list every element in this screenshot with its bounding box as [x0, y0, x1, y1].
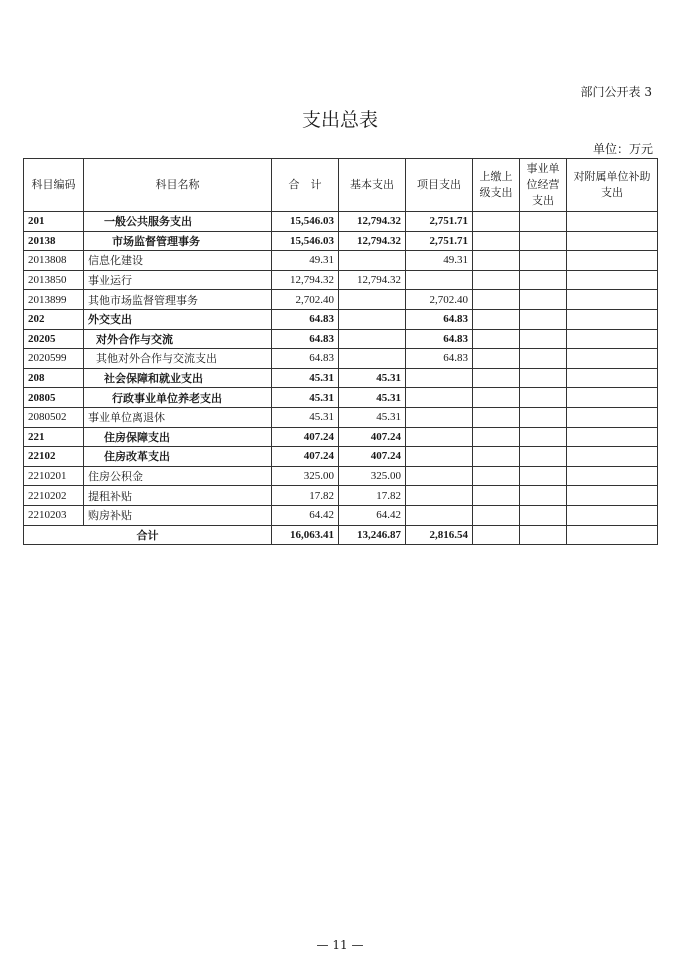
cell-project [406, 427, 473, 447]
cell-remit [473, 231, 520, 251]
cell-business [520, 309, 567, 329]
cell-total: 407.24 [272, 427, 339, 447]
cell-remit [473, 349, 520, 369]
cell-subsidy [567, 505, 658, 525]
cell-name: 其他市场监督管理事务 [84, 290, 272, 310]
page-title: 支出总表 [301, 109, 378, 131]
header-remit: 上缴上级支出 [473, 159, 520, 212]
cell-business [520, 290, 567, 310]
cell-remit [473, 309, 520, 329]
cell-project: 64.83 [406, 329, 473, 349]
table-row [24, 407, 658, 427]
cell-subsidy [567, 368, 658, 388]
cell-basic: 45.31 [339, 368, 406, 388]
cell-code: 2210203 [24, 505, 84, 525]
cell-name: 提租补贴 [84, 486, 272, 506]
cell-remit [473, 407, 520, 427]
cell-basic: 325.00 [339, 466, 406, 486]
cell-total: 12,794.32 [272, 270, 339, 290]
table-row [24, 251, 658, 271]
cell-name: 对外合作与交流 [84, 329, 272, 349]
header-total: 合 计 [272, 159, 339, 212]
cell-project: 64.83 [406, 309, 473, 329]
cell-business [520, 447, 567, 467]
cell-project [406, 368, 473, 388]
cell-remit [473, 388, 520, 408]
cell-basic [339, 290, 406, 310]
cell-project [406, 407, 473, 427]
cell-name: 行政事业单位养老支出 [84, 388, 272, 408]
cell-code: 20138 [24, 231, 84, 251]
cell-remit [473, 368, 520, 388]
total-basic: 13,246.87 [339, 525, 406, 545]
cell-name: 外交支出 [84, 309, 272, 329]
cell-code: 201 [24, 212, 84, 232]
cell-name: 社会保障和就业支出 [84, 368, 272, 388]
cell-name: 购房补贴 [84, 505, 272, 525]
table-row [24, 388, 658, 408]
table-row [24, 466, 658, 486]
cell-total: 2,702.40 [272, 290, 339, 310]
cell-project [406, 447, 473, 467]
form-number: 部门公开表 3 [580, 85, 652, 99]
expenditure-table [23, 158, 658, 545]
total-label: 合计 [24, 525, 272, 545]
cell-basic: 17.82 [339, 486, 406, 506]
cell-basic: 407.24 [339, 447, 406, 467]
cell-total: 407.24 [272, 447, 339, 467]
table-row [24, 290, 658, 310]
cell-business [520, 505, 567, 525]
cell-remit [473, 427, 520, 447]
cell-subsidy [567, 427, 658, 447]
cell-basic [339, 329, 406, 349]
total-empty-cell [567, 525, 658, 545]
total-total: 16,063.41 [272, 525, 339, 545]
cell-name: 信息化建设 [84, 251, 272, 271]
table-row [24, 368, 658, 388]
header-project: 项目支出 [406, 159, 473, 212]
table-row [24, 349, 658, 369]
cell-total: 64.83 [272, 349, 339, 369]
cell-total: 15,546.03 [272, 231, 339, 251]
cell-business [520, 407, 567, 427]
cell-remit [473, 447, 520, 467]
cell-code: 208 [24, 368, 84, 388]
cell-remit [473, 290, 520, 310]
cell-project [406, 486, 473, 506]
cell-code: 20805 [24, 388, 84, 408]
cell-basic: 12,794.32 [339, 212, 406, 232]
table-row [24, 427, 658, 447]
table-row [24, 231, 658, 251]
table-header-row [24, 159, 658, 212]
cell-subsidy [567, 388, 658, 408]
cell-subsidy [567, 466, 658, 486]
cell-name: 事业单位离退休 [84, 407, 272, 427]
cell-project: 49.31 [406, 251, 473, 271]
table-row [24, 212, 658, 232]
cell-business [520, 388, 567, 408]
page-number: — 11 — [316, 938, 364, 952]
cell-total: 64.83 [272, 309, 339, 329]
cell-remit [473, 505, 520, 525]
cell-total: 49.31 [272, 251, 339, 271]
total-empty-cell [473, 525, 520, 545]
cell-basic: 64.42 [339, 505, 406, 525]
table-total-row [24, 525, 658, 545]
cell-business [520, 212, 567, 232]
cell-business [520, 251, 567, 271]
unit-label: 单位：万元 [592, 142, 653, 156]
cell-business [520, 486, 567, 506]
header-basic: 基本支出 [339, 159, 406, 212]
cell-code: 2210202 [24, 486, 84, 506]
cell-name: 事业运行 [84, 270, 272, 290]
cell-business [520, 427, 567, 447]
cell-business [520, 329, 567, 349]
cell-project [406, 505, 473, 525]
cell-code: 2080502 [24, 407, 84, 427]
cell-basic: 12,794.32 [339, 231, 406, 251]
header-subsidy: 对附属单位补助支出 [567, 159, 658, 212]
cell-business [520, 349, 567, 369]
table-row [24, 486, 658, 506]
table-row [24, 329, 658, 349]
cell-name: 其他对外合作与交流支出 [84, 349, 272, 369]
header-code: 科目编码 [24, 159, 84, 212]
cell-code: 2020599 [24, 349, 84, 369]
cell-code: 2210201 [24, 466, 84, 486]
cell-code: 221 [24, 427, 84, 447]
cell-name: 住房公积金 [84, 466, 272, 486]
table-row [24, 447, 658, 467]
cell-project [406, 270, 473, 290]
total-empty-cell [520, 525, 567, 545]
cell-total: 64.42 [272, 505, 339, 525]
cell-basic [339, 349, 406, 369]
table-row [24, 505, 658, 525]
cell-subsidy [567, 447, 658, 467]
total-project: 2,816.54 [406, 525, 473, 545]
cell-subsidy [567, 212, 658, 232]
cell-project: 2,751.71 [406, 212, 473, 232]
cell-subsidy [567, 270, 658, 290]
cell-total: 325.00 [272, 466, 339, 486]
cell-subsidy [567, 251, 658, 271]
cell-code: 2013808 [24, 251, 84, 271]
cell-basic: 407.24 [339, 427, 406, 447]
cell-remit [473, 270, 520, 290]
cell-subsidy [567, 407, 658, 427]
cell-project: 64.83 [406, 349, 473, 369]
cell-code: 202 [24, 309, 84, 329]
cell-project [406, 466, 473, 486]
cell-subsidy [567, 309, 658, 329]
cell-code: 2013899 [24, 290, 84, 310]
cell-business [520, 368, 567, 388]
cell-name: 一般公共服务支出 [84, 212, 272, 232]
cell-name: 住房改革支出 [84, 447, 272, 467]
cell-basic: 45.31 [339, 388, 406, 408]
cell-total: 17.82 [272, 486, 339, 506]
cell-name: 住房保障支出 [84, 427, 272, 447]
table-row [24, 270, 658, 290]
cell-project: 2,751.71 [406, 231, 473, 251]
cell-business [520, 466, 567, 486]
cell-business [520, 270, 567, 290]
cell-subsidy [567, 486, 658, 506]
cell-subsidy [567, 349, 658, 369]
cell-basic [339, 309, 406, 329]
cell-subsidy [567, 329, 658, 349]
cell-total: 45.31 [272, 368, 339, 388]
cell-subsidy [567, 231, 658, 251]
cell-total: 15,546.03 [272, 212, 339, 232]
cell-remit [473, 212, 520, 232]
cell-basic: 45.31 [339, 407, 406, 427]
cell-project: 2,702.40 [406, 290, 473, 310]
cell-code: 20205 [24, 329, 84, 349]
table-row [24, 309, 658, 329]
cell-total: 45.31 [272, 407, 339, 427]
header-name: 科目名称 [84, 159, 272, 212]
cell-code: 22102 [24, 447, 84, 467]
cell-remit [473, 466, 520, 486]
cell-business [520, 231, 567, 251]
cell-total: 64.83 [272, 329, 339, 349]
cell-remit [473, 486, 520, 506]
header-business: 事业单位经营支出 [520, 159, 567, 212]
cell-subsidy [567, 290, 658, 310]
cell-name: 市场监督管理事务 [84, 231, 272, 251]
cell-basic [339, 251, 406, 271]
cell-total: 45.31 [272, 388, 339, 408]
cell-remit [473, 329, 520, 349]
cell-remit [473, 251, 520, 271]
cell-basic: 12,794.32 [339, 270, 406, 290]
cell-code: 2013850 [24, 270, 84, 290]
cell-project [406, 388, 473, 408]
